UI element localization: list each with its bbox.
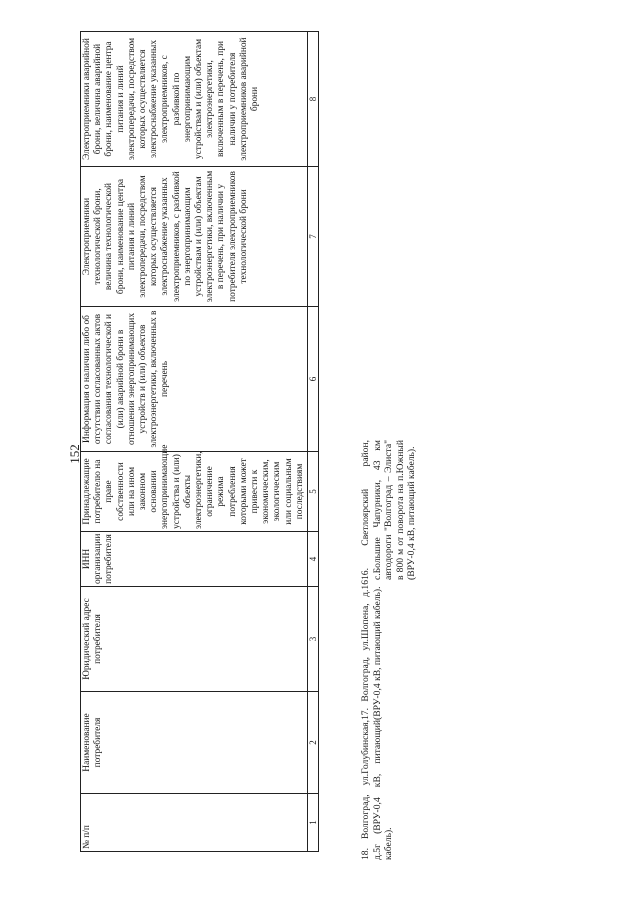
column-number: 6 [308, 307, 319, 452]
column-number: 2 [308, 692, 319, 794]
header-acts-info: Информация о наличии либо об отсутствии согласованных актов согласования технологической и (или) аварийной брони в отношении энергопринимающих устройств и (или) объектов электроэнергетики, включенных в перечень [81, 307, 308, 452]
header-row [81, 32, 308, 852]
column-number: 3 [308, 587, 319, 692]
header-emergency-reserve: Электроприемники аварийной брони, величина аварийной брони, наименование центра питания и линий электропередачи, посредством которых осуществляется электроснабжение указанных электроприемников, с разбивкой по энергопринимающим устройствам и (или) объектам электроэнергетики, включенным в перечень, при наличии у потребителя электроприемников аварийной брони [81, 32, 308, 167]
header-devices: Принадлежащие потребителю на праве собственности или на ином законном основании энергопринимающие устройства и (или) объекты электроэнергетики, ограничение режима потребления которыми может привести к экономическим, экологическим или социальным последствиям [81, 452, 308, 532]
header-technological-reserve: Электроприемники технологической брони, величина технологической брони, наименование центра питания и линий электропередачи, посредством которых осуществляется электроснабжение указанных электроприемников, с разбивкой по энергопринимающим устройствам и (или) объектам электроэнергетики, включенным в перечень, при наличии у потребителя электроприемников технологической брони [81, 167, 308, 307]
rotated-page-content [80, 32, 360, 852]
column-number: 4 [308, 532, 319, 587]
column-number: 5 [308, 452, 319, 532]
column-number-row [308, 32, 319, 852]
column-number: 1 [308, 794, 319, 852]
list-item: 17. Волгоград, ул.Шопена, д.16 (ВРУ-0,4 кВ, питающий кабель). [360, 580, 383, 720]
header-number: № п/п [81, 794, 308, 852]
entries-column [360, 440, 440, 860]
list-item: 18. Волгоград, ул.Голубинская, д.5г (ВРУ-0,4 кВ, питающий кабель). [360, 720, 394, 860]
header-legal-address: Юридический адрес потребителя [81, 587, 308, 692]
column-number: 7 [308, 167, 319, 307]
list-item: 16. Светлоярский район, с.Большие Чапурники, 43 км автодороги "Волгоград – Элиста" в 800 м от поворота на п.Южный (ВРУ-0,4 кВ, питающий кабель). [360, 440, 417, 580]
column-number: 8 [308, 32, 319, 167]
page-number: 152 [67, 444, 82, 464]
header-inn: ИНН организации потребителя [81, 532, 308, 587]
header-consumer-name: Наименование потребителя [81, 692, 308, 794]
consumers-table [80, 31, 319, 852]
